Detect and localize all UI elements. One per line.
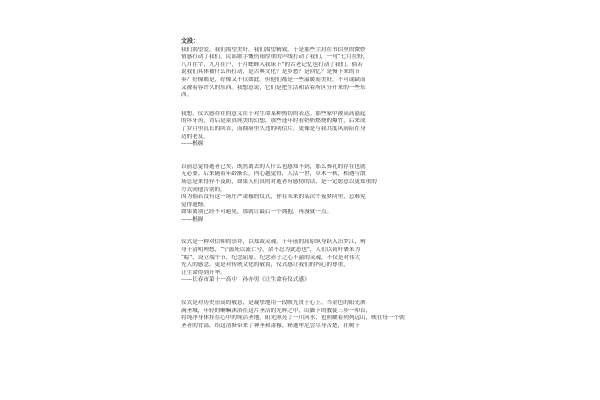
text-line: 仪式是对历史崇高的敬意，是凝挚地用一段映光贯于心上。当金色的阳光洒	[181, 300, 366, 307]
signature: ——楷握	[181, 216, 204, 223]
text-line: 如果离别已经不可避免，那就让最后一个拥抱，再漫就一点。	[181, 209, 333, 216]
paragraph-1	[181, 47, 421, 100]
text-line: 身于清明理想，“宁溘死以流亡兮，余不忍为此态也”，人们以荷叶裹米为	[181, 247, 361, 254]
text-line: 圣者的背部，给这清修带来了神圣和肃穆。释迦牟尼尝尽身苦楚，在树下	[181, 322, 361, 329]
text-line: 觉得遗憾。	[181, 201, 209, 208]
paragraph-5	[181, 300, 421, 330]
text-line: 的坏牙齿，背后是童真纯美的幻想，那些逢年时看奶奶燃烧的爆竹，后来成	[181, 118, 366, 125]
text-line: 无必要。后来随着年龄渐长，内心越觉得，人活一世，草木一秋，相遇与散	[181, 171, 366, 178]
document-body	[181, 38, 421, 330]
text-line: 因为倘若没有这一场庄严肃穆的仪式，你在未来的某次午夜梦回里，总难免	[181, 194, 366, 201]
text-line: 情感打动了我们，民谣歌手慨伤雨厚重的声线打动了我们，一句“七月在野，	[181, 54, 369, 61]
text-line: 我想，仪式感存在的意义在于对生命某种热切的表达。那些家中被高高悬起	[181, 110, 366, 117]
document-heading: 文段：	[181, 38, 200, 45]
signature: ——长春市第十一高中 孙亦男《让生命有仪式感》	[181, 277, 310, 284]
text-line: 说我们具体被什么所打动，是古典文化？是乡愁？是回忆？是慢下来的节	[181, 69, 361, 76]
text-line: 满圣城，年轻的喇嘛沐浴在这片圣洁的光辉之中，山脚下的教徒三步一叩首，	[181, 307, 372, 314]
paragraph-4	[181, 239, 421, 277]
text-line: 西。	[181, 92, 193, 99]
text-line: 先人的感念，更是对传统文化的敬畏，仪式感让我们的内心的尊重，	[181, 262, 349, 269]
text-line: “粽”，设立端午节，纪念屈原。纪念赤子之心不渝的灵魂，不仅是对伟大	[181, 254, 361, 261]
text-line: 仪式是一种对信仰的崇拜，以郑裁灵魂，千年前的屈原纵身跃入汨罗江，殉	[181, 239, 366, 246]
text-line: 八月在宇，九月在户，十月蟋蟀入我床下”的古老记忆也打动了我们，倘若	[181, 61, 363, 68]
text-line: 了岁月里沉长的回首，而抽屉里久违的明信片，更像是与我共度风雨陪在身	[181, 125, 366, 132]
text-line: 方式同他告别的。	[181, 186, 226, 193]
text-line: 我们渴望爱，我们渴望美好，我们渴望精致。于是那些尘封在书信里的微妙	[181, 46, 366, 53]
text-line: 又被着容许久的东西。我想意说，它们是把生活和话着所区分开来的一些东	[181, 84, 366, 91]
signature: ——楷握	[181, 141, 204, 148]
text-line: 让生命得到升华。	[181, 269, 226, 276]
text-line: 边的老友。	[181, 133, 209, 140]
text-line: 将纯净身体挂在心中的纯洁圣地。阳光照亮了一川河水，也照耀着列列远山，映在每一个朝	[181, 315, 405, 322]
text-line: 以前总觉得逝者已矣，既然离去的人什么也感知不到，那么葬礼的存在也就	[181, 163, 366, 170]
paragraph-2	[181, 111, 421, 141]
text-line: 场总是来得猝不及防，如果人们真的对逝者有感情的话，是一定愿意以更郑重的	[181, 178, 377, 185]
text-line: 奏？好像都是，好像又不仅如此。但他们都是一些温暖而美好，不可或缺而	[181, 76, 366, 83]
paragraph-3	[181, 164, 421, 217]
